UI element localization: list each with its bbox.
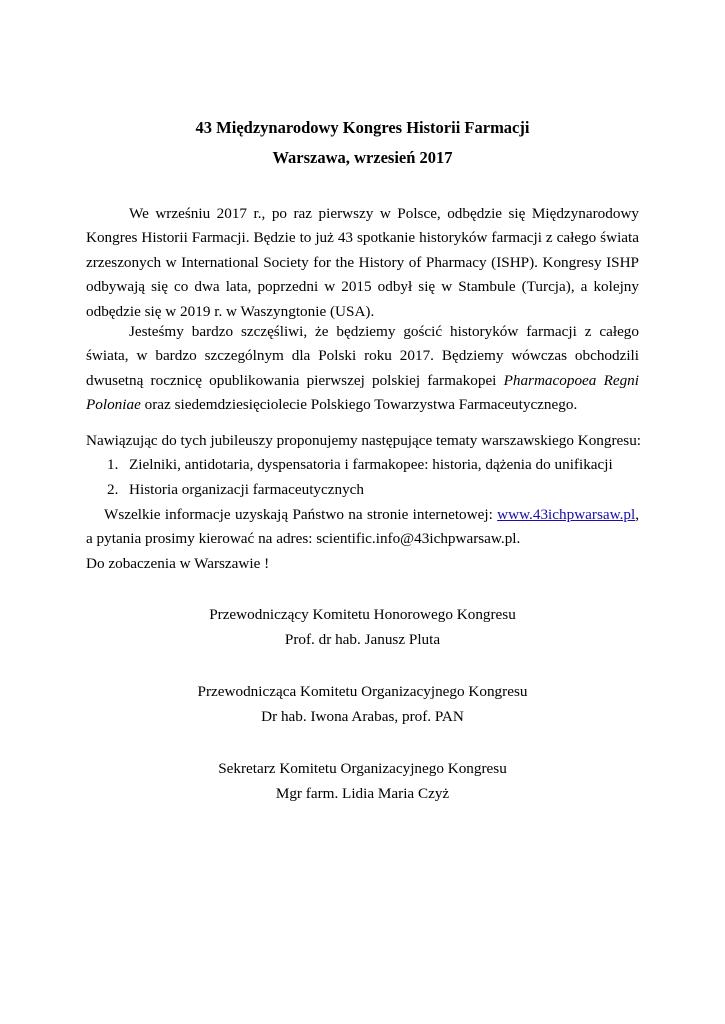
info-before: Wszelkie informacje uzyskają Państwo na stronie internetowej: [104, 506, 498, 523]
info-after: , a pytania prosimy kierować na adres: scientific.info@43ichpwarsaw.pl. [86, 506, 639, 548]
topic-text: Historia organizacji farmaceutycznych [129, 481, 365, 498]
topic-item [107, 478, 364, 502]
signature-role-secretary: Sekretarz Komitetu Organizacyjnego Kongresu [218, 760, 507, 777]
signature-name-honorary: Prof. dr hab. Janusz Pluta [284, 631, 441, 648]
topic-number: 2. [107, 481, 119, 498]
paragraph-1: We wrześniu 2017 r., po raz pierwszy w Polsce, odbędzie się Międzynarodowy Kongres Historii Farmacji. Będzie to już 43 spotkanie historyków farmacji z całego świata zrzeszonych w International Society for the History of Pharmacy (ISHP). Kongresy ISHP odbywają się co dwa lata, poprzedni w 2015 odbył się w Stambule (Turcja), a kolejny odbędzie się w 2019 r. w Waszyngtonie (USA). [86, 205, 639, 320]
topics-intro: Nawiązując do tych jubileuszy proponujemy następujące tematy warszawskiego Kongresu: [86, 432, 642, 449]
topic-item [107, 453, 613, 477]
signature-role-honorary: Przewodniczący Komitetu Honorowego Kongresu [209, 606, 516, 623]
website-link[interactable]: www.43ichpwarsaw.pl [497, 506, 636, 523]
topic-number: 1. [107, 456, 119, 473]
topic-text: Zielniki, antidotaria, dyspensatoria i farmakopee: historia, dążenia do unifikacji [129, 456, 613, 473]
title-line-1: 43 Międzynarodowy Kongres Historii Farmacji [195, 118, 530, 137]
paragraph-2-after: oraz siedemdziesięciolecie Polskiego Towarzystwa Farmaceutycznego. [140, 396, 578, 414]
signature-role-organizing: Przewodnicząca Komitetu Organizacyjnego Kongresu [197, 683, 528, 700]
signature-name-secretary: Mgr farm. Lidia Maria Czyż [275, 785, 450, 802]
title-line-2: Warszawa, wrzesień 2017 [272, 148, 453, 167]
closing-line: Do zobaczenia w Warszawie ! [86, 555, 270, 572]
paragraph-2 [86, 320, 639, 418]
signature-name-organizing: Dr hab. Iwona Arabas, prof. PAN [261, 708, 464, 725]
paragraph-2-before: Jesteśmy bardzo szczęśliwi, że będziemy gościć historyków farmacji z całego świata, w bardzo szczególnym dla Polski roku 2017. Będziemy wówczas obchodzili dwusetną rocznicę opublikowania pierwszej polskiej farmakopei [86, 323, 639, 389]
info-paragraph [86, 503, 639, 552]
paragraph-2-italic-title: Pharmacopoea Regni Poloniae [86, 371, 639, 414]
